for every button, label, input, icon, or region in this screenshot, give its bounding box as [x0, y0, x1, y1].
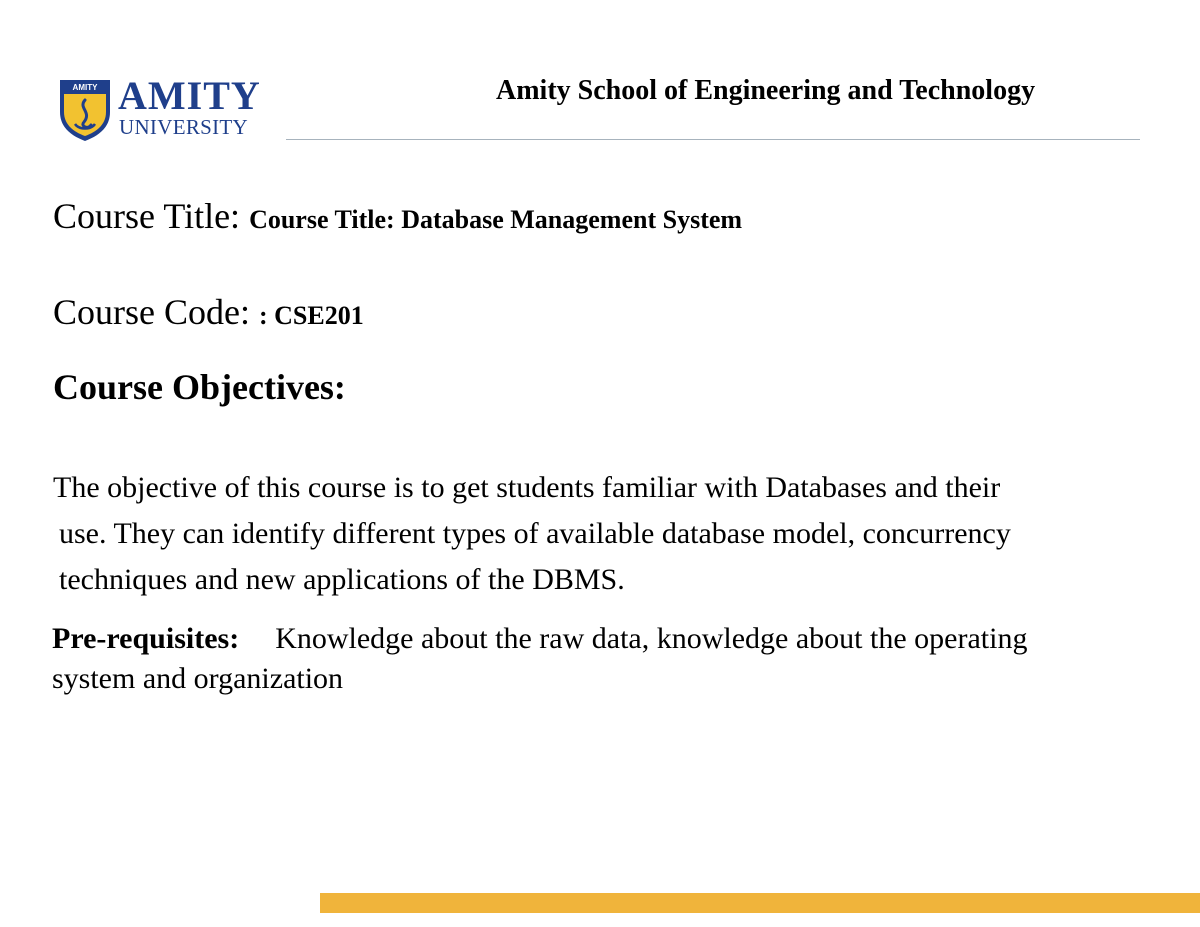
- prerequisites-paragraph: [52, 619, 1152, 699]
- course-title-value: Course Title: Database Management System: [249, 205, 743, 234]
- course-objectives-heading: Course Objectives:: [53, 367, 346, 407]
- logo-brand-text: AMITY: [118, 73, 261, 118]
- header-divider: [286, 139, 1140, 140]
- prerequisites-first-row: [52, 619, 1152, 659]
- course-code-label: Course Code:: [53, 292, 250, 332]
- course-code-value: : CSE201: [258, 301, 364, 330]
- prerequisites-line: system and organization: [52, 662, 344, 695]
- amity-shield-icon: [58, 78, 112, 142]
- amity-university-logo: [58, 73, 262, 142]
- footer-accent-bar: [320, 893, 1200, 913]
- prerequisites-line: Knowledge about the raw data, knowledge about the operating: [275, 622, 1028, 655]
- course-objective-paragraph: [53, 465, 1133, 603]
- school-name-header: Amity School of Engineering and Technology: [496, 75, 1036, 106]
- objective-line: The objective of this course is to get students familiar with Databases and their: [53, 471, 1001, 504]
- objective-line: techniques and new applications of the DBMS.: [59, 563, 625, 596]
- course-code-line: [53, 292, 364, 336]
- objective-line: use. They can identify different types of available database model, concurrency: [59, 517, 1011, 550]
- course-title-label: Course Title:: [53, 196, 241, 236]
- prerequisites-label: Pre-requisites:: [52, 622, 240, 655]
- logo-subtitle-text: UNIVERSITY: [119, 115, 248, 139]
- course-title-line: [53, 196, 742, 240]
- shield-text: AMITY: [72, 83, 98, 92]
